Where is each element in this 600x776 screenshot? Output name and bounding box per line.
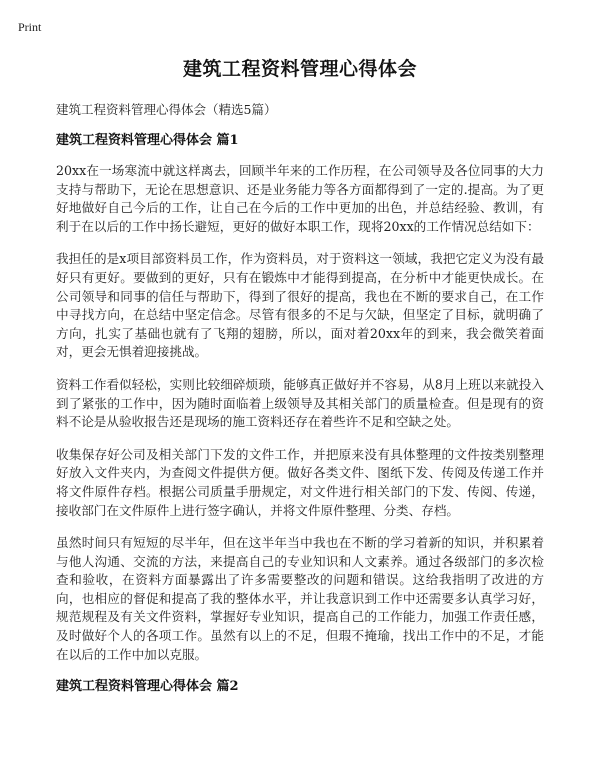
section-heading-1: 建筑工程资料管理心得体会 篇1 — [56, 133, 239, 148]
section-heading-2: 建筑工程资料管理心得体会 篇2 — [56, 679, 239, 695]
paragraph-1: 20xx在一场寒流中就这样离去，回顾半年来的工作历程，在公司领导及各位同事的大力支持与帮助下，无论在思想意识、还是业务能力等各方面都得到了一定的.提高。为了更好地做好自己今后的工作，让自己在今后的工作中更加的出色，并总结经验、教训，有利于在以后的工作中扬长避短，更好的做好本职工作，现将20xx的工作情况总结如下： — [56, 163, 544, 234]
paragraph-3: 资料工作看似轻松，实则比较细碎烦琐，能够真正做好并不容易，从8月上班以来就投入到了紧张的工作中，因为随时面临着上级领导及其相关部门的质量检查。但是现有的资料不论是从验收报告还是现场的施工资料还存在着些许不足和空缺之处。 — [56, 376, 544, 430]
paragraph-4: 收集保存好公司及相关部门下发的文件工作，并把原来没有具体整理的文件按类别整理好放入文件夹内，为查阅文件提供方便。做好各类文件、图纸下发、传阅及传递工作并将文件原件存档。根据公司质量手册规定，对文件进行相关部门的下发、传阅、传递，接收部门在文件原件上进行签字确认，并将文件原件整理、分类、存档。 — [56, 446, 544, 518]
print-link[interactable]: Print — [18, 20, 42, 34]
paragraph-2: 我担任的是x项目部资料员工作，作为资料员，对于资料这一领域，我把它定义为没有最好只有更好。要做到的更好，只有在锻炼中才能得到提高，在分析中才能更快成长。在公司领导和同事的信任与帮助下，得到了很好的提高，我也在不断的要求自己，在工作中寻找方向，在总结中坚定信念。尽管有很多的不足与欠缺，但坚定了目标，就明确了方向，扎实了基础也就有了飞翔的翅膀，所以，面对着20xx年的到来，我会微笑着面对，更会无惧着迎接挑战。 — [56, 251, 544, 360]
document-subtitle: 建筑工程资料管理心得体会（精选5篇） — [56, 102, 277, 117]
document-title: 建筑工程资料管理心得体会 — [182, 58, 417, 80]
paragraph-5: 虽然时间只有短短的尽半年，但在这半年当中我也在不断的学习着新的知识，并积累着与他人沟通、交流的方法，来提高自己的专业知识和人文素养。通过各级部门的多次检查和验收，在资料方面暴露出了许多需要整改的问题和错误。这给我指明了改进的方向，也相应的督促和提高了我的整体水平，并让我意识到工作中还需要多认真学习好，规范规程及有关文件资料，掌握好专业知识，提高自己的工作能力，加强工作责任感，及时做好个人的各项工作。虽然有以上的不足，但瑕不掩瑜，找出工作中的不足，才能在以后的工作中加以克服。 — [56, 535, 544, 662]
